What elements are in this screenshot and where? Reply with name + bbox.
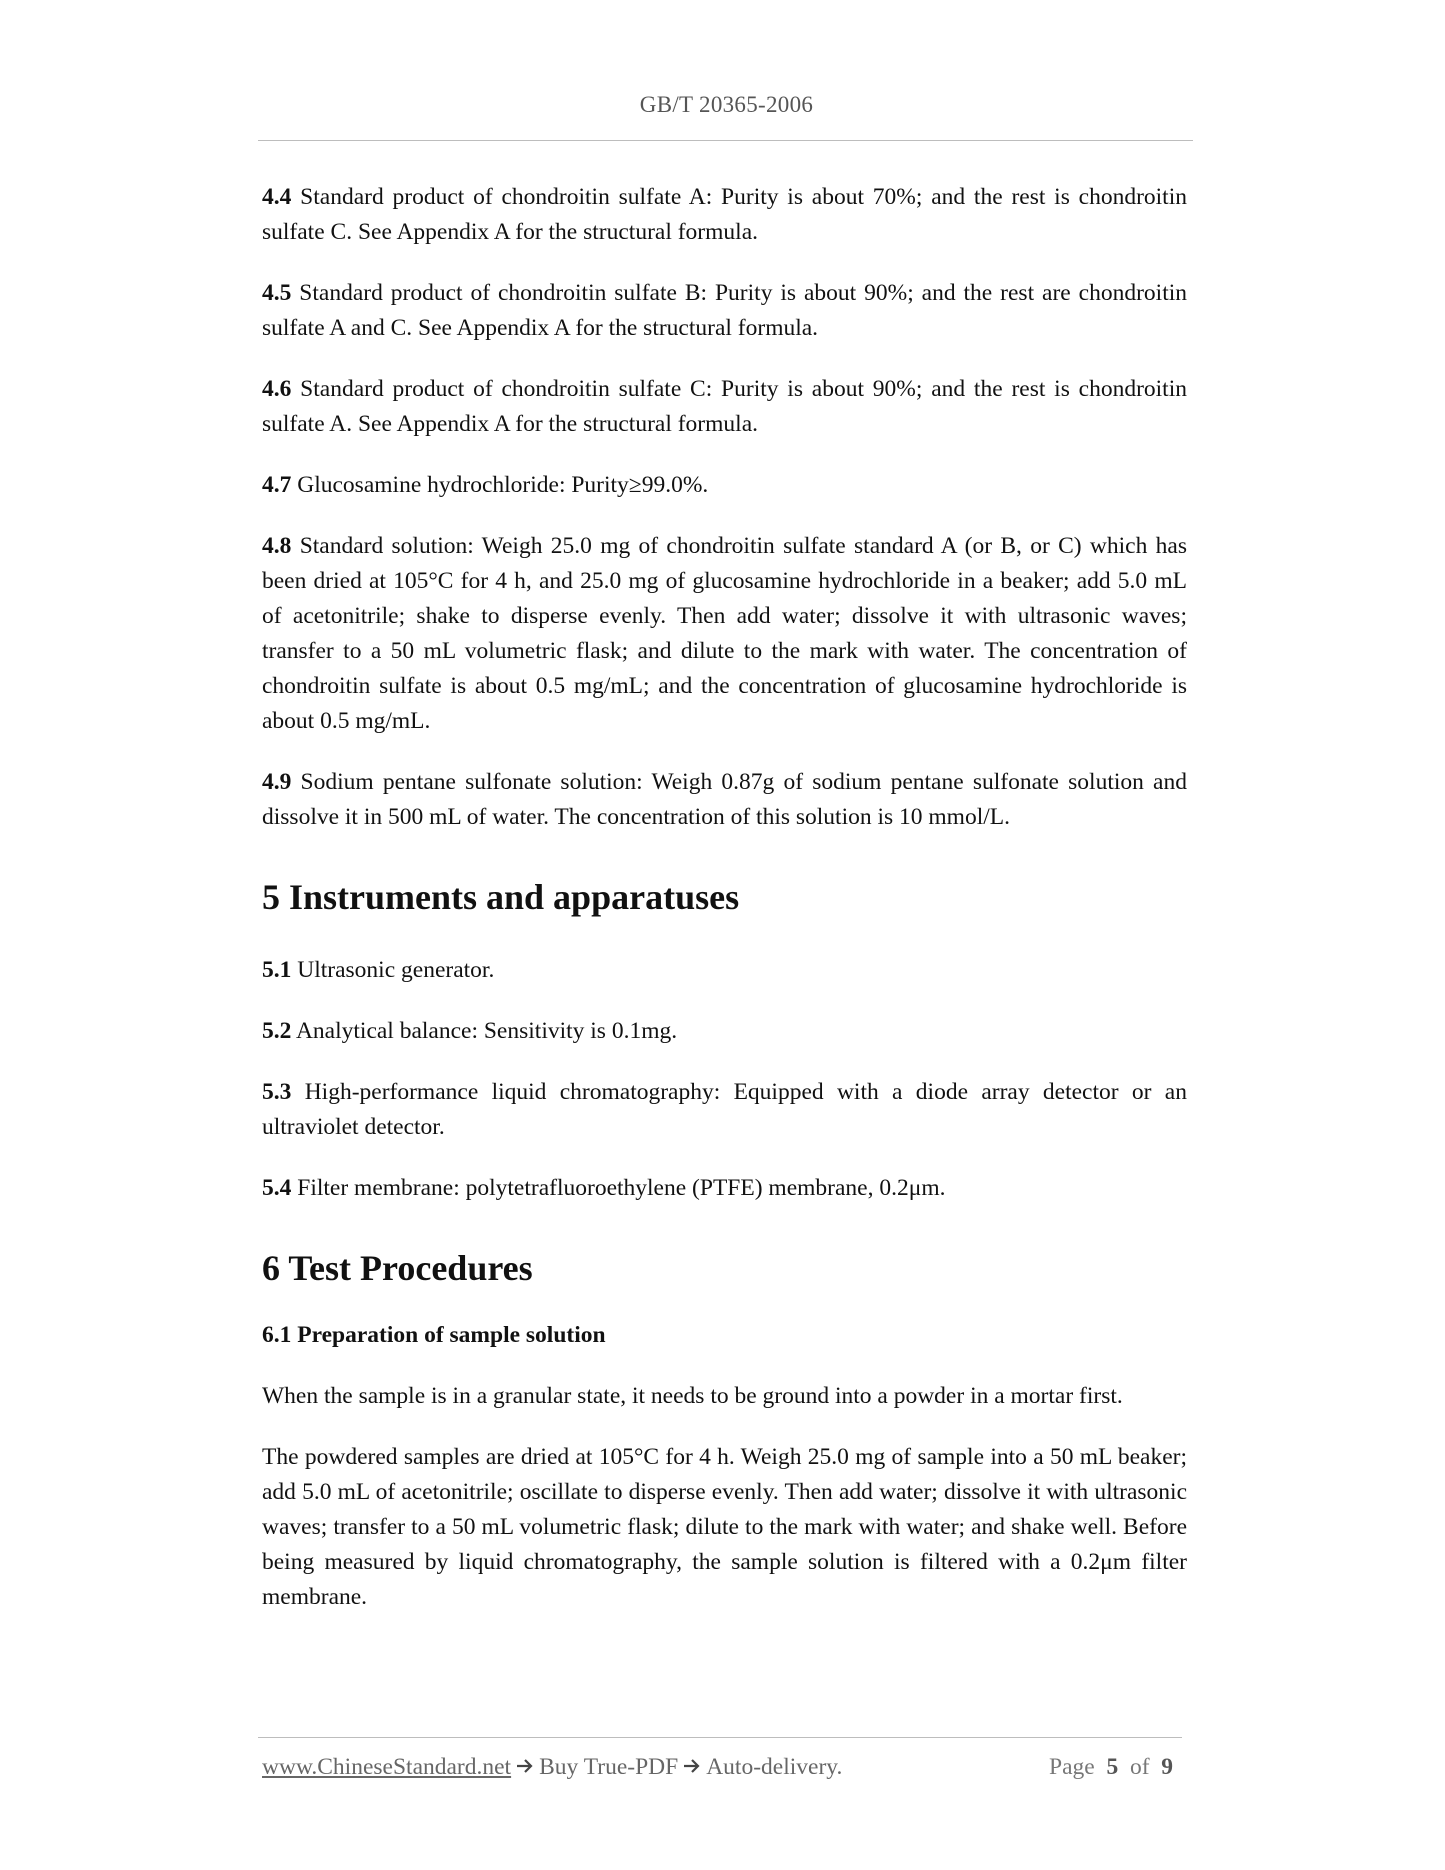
paragraph: The powdered samples are dried at 105°C for 4 h. Weigh 25.0 mg of sample into a 50 mL beaker; add 5.0 mL of acetonitrile; oscillate to disperse evenly. Then add water; dissolve it with ultrasonic waves; transfer to a 50 mL volumetric flask; dilute to the mark with water; and shake well. Before being measured by liquid chromatography, the sample solution is filtered with a 0.2μm filter membrane. [262, 1444, 1187, 1610]
header-divider [258, 140, 1193, 141]
clause-text: Sodium pentane sulfonate solution: Weigh 0.87g of sodium pentane sulfonate solution and dissolve it in 500 mL of water. The concentration of this solution is 10 mmol/L. [262, 769, 1187, 830]
clause-number: 4.8 [262, 533, 292, 559]
arrow-right-icon [515, 1756, 535, 1776]
clause-4-6 [262, 372, 1187, 442]
clause-number: 4.6 [262, 376, 292, 402]
clause-4-7 [262, 468, 1187, 503]
clause-4-8 [262, 529, 1187, 739]
footer-divider [258, 1737, 1182, 1738]
page-label: Page [1049, 1754, 1095, 1780]
website-link[interactable]: www.ChineseStandard.net [262, 1754, 512, 1780]
clause-text: Standard product of chondroitin sulfate C: Purity is about 90%; and the rest is chondroitin sulfate A. See Appendix A for the structural formula. [262, 376, 1187, 437]
clause-number: 5.3 [262, 1079, 292, 1105]
clause-5-1 [262, 953, 1187, 988]
clause-text: High-performance liquid chromatography: Equipped with a diode array detector or an ultraviolet detector. [262, 1079, 1187, 1140]
delivery-text: Auto-delivery. [706, 1754, 843, 1780]
clause-5-3 [262, 1075, 1187, 1145]
paragraph: When the sample is in a granular state, it needs to be ground into a powder in a mortar first. [262, 1383, 1123, 1409]
document-code-header: GB/T 20365-2006 [639, 92, 814, 117]
arrow-right-icon [682, 1756, 702, 1776]
section-5-heading: 5 Instruments and apparatuses [262, 877, 740, 917]
clause-number: 4.9 [262, 769, 292, 795]
clause-text: Standard solution: Weigh 25.0 mg of chondroitin sulfate standard A (or B, or C) which has been dried at 105°C for 4 h, and 25.0 mg of glucosamine hydrochloride in a beaker; add 5.0 mL of acetonitrile; shake to disperse evenly. Then add water; dissolve it with ultrasonic waves; transfer to a 50 mL volumetric flask; and dilute to the mark with water. The concentration of chondroitin sulfate is about 0.5 mg/mL; and the concentration of glucosamine hydrochloride is about 0.5 mg/mL. [262, 533, 1187, 734]
clause-number: 5.2 [262, 1018, 292, 1044]
clause-number: 4.4 [262, 184, 292, 210]
section-6-heading: 6 Test Procedures [262, 1248, 533, 1288]
clause-text: Glucosamine hydrochloride: Purity≥99.0%. [291, 472, 709, 498]
buy-text: Buy True-PDF [539, 1754, 679, 1780]
clause-5-4 [262, 1171, 1187, 1206]
clause-number: 5.4 [262, 1175, 292, 1201]
clause-text: Ultrasonic generator. [291, 957, 495, 983]
clause-5-2 [262, 1014, 1187, 1049]
clause-text: Analytical balance: Sensitivity is 0.1mg. [291, 1018, 678, 1044]
page-body [262, 180, 1187, 1641]
subsection-6-1-heading: 6.1 Preparation of sample solution [262, 1322, 606, 1348]
clause-text: Standard product of chondroitin sulfate A: Purity is about 70%; and the rest is chondroitin sulfate C. See Appendix A for the structural formula. [262, 184, 1187, 245]
footer-promo [262, 1754, 842, 1781]
page-total: 9 [1161, 1754, 1174, 1780]
clause-text: Filter membrane: polytetrafluoroethylene (PTFE) membrane, 0.2μm. [291, 1175, 946, 1201]
page-of: of [1129, 1754, 1150, 1780]
page-current: 5 [1106, 1754, 1119, 1780]
clause-4-5 [262, 276, 1187, 346]
page-number [1049, 1754, 1173, 1781]
clause-4-9 [262, 765, 1187, 835]
clause-number: 4.7 [262, 472, 292, 498]
clause-number: 5.1 [262, 957, 292, 983]
clause-number: 4.5 [262, 280, 292, 306]
clause-text: Standard product of chondroitin sulfate B: Purity is about 90%; and the rest are chondroitin sulfate A and C. See Appendix A for the structural formula. [262, 280, 1187, 341]
clause-4-4 [262, 180, 1187, 250]
